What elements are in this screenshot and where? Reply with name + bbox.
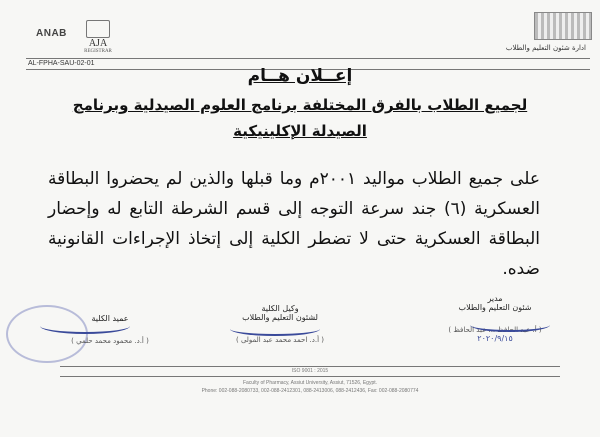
aja-logo-sub: REGISTRAR <box>84 49 112 54</box>
vice-dean-name: ( أ.د. احمد محمد عبد المولى ) <box>236 336 324 344</box>
document-code: AL-FPHA-SAU-02-01 <box>28 60 95 67</box>
vice-dean-title: وكيل الكلية <box>261 304 299 313</box>
footer-contacts: Phone: 002-088-2080733, 002-088-2412301, 088-2413006, 088-2412436, Fax: 002-088-2080774 <box>201 388 419 394</box>
footer-address: Faculty of Pharmacy, Assiut University, Assiut, 71526, Egypt. <box>242 380 378 386</box>
university-logo <box>534 12 592 40</box>
announcement-audience-line1: لجميع الطلاب بالفرق المختلفة برنامج العلوم الصيدلية وبرنامج <box>72 96 528 114</box>
footer-divider <box>60 366 560 367</box>
director-date: ٢٠٢٠/٩/١٥ <box>477 334 513 343</box>
director-name: ( أ. عبد الحافظ ... عبد الحافظ ) <box>448 326 542 334</box>
footer-iso: ISO 9001 : 2015 <box>291 368 329 374</box>
director-signature-scribble <box>470 318 550 332</box>
aja-logo-text: AJA <box>88 38 108 49</box>
aja-logo <box>78 20 118 55</box>
director-subtitle: شئون التعليم والطلاب <box>458 303 532 312</box>
announcement-audience-line2: الصيدلة الإكلينيكية <box>233 122 367 140</box>
footer-divider-2 <box>60 376 560 377</box>
vice-dean-subtitle: لشئون التعليم والطلاب <box>242 313 318 322</box>
office-title: ادارة شئون التعليم والطلاب <box>505 44 586 52</box>
header-divider <box>26 58 590 59</box>
vice-dean-signature-scribble <box>230 322 320 336</box>
letterhead <box>8 6 592 60</box>
dean-name: ( أ.د. محمود محمد حلمي ) <box>71 337 149 345</box>
director-title: مدير <box>487 294 503 303</box>
dean-title: عميد الكلية <box>91 314 129 323</box>
announcement-heading: إعــلان هــام <box>247 66 353 86</box>
announcement-body: على جميع الطلاب مواليد ٢٠٠١م وما قبلها والذين لم يحضروا البطاقة العسكرية (٦) جند سرعة التوجه إلى قسم الشرطة التابع له وإحضار البطاقة العسكرية حتى لا تضطر الكلية إلى إتخاذ الإجراءات القانونية ضده. <box>48 169 541 279</box>
anab-logo: ANAB <box>36 28 67 39</box>
aja-mark-icon <box>86 20 110 38</box>
dean-signature-scribble <box>40 318 130 334</box>
